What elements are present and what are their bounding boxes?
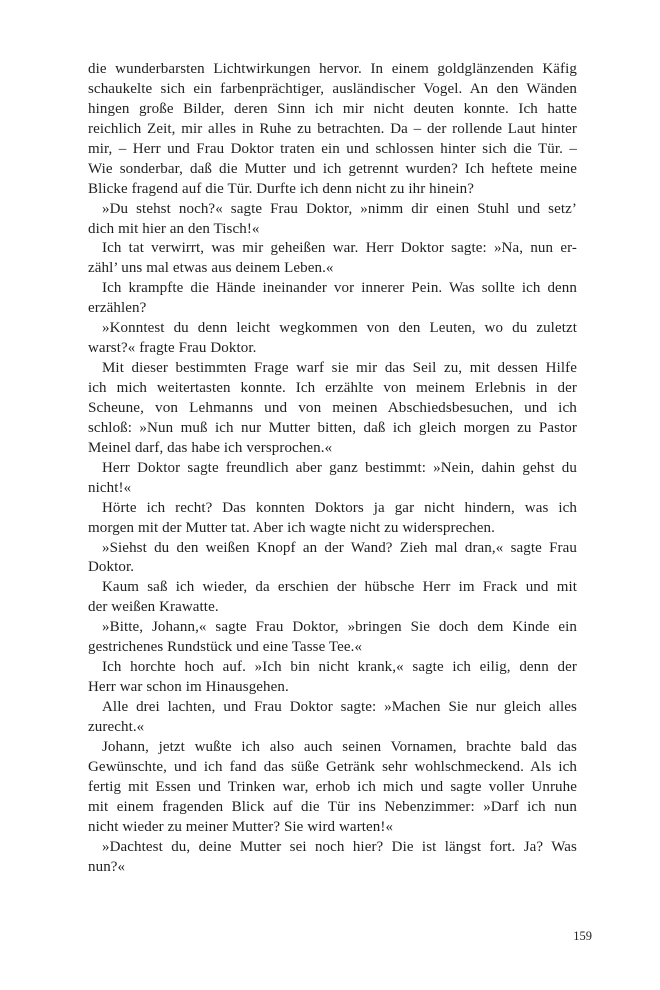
- paragraph: [88, 499, 577, 539]
- text-line: [88, 299, 577, 319]
- text-line: [88, 379, 577, 399]
- text-line-content: Ich krampfte die Hände ineinander vor innerer Pein. Was sollte ich denn: [102, 280, 577, 297]
- text-line-content: Ich horchte hoch auf. »Ich bin nicht krank,« sagte ich eilig, denn der: [102, 659, 577, 676]
- text-line: [88, 778, 577, 798]
- text-line: [88, 140, 577, 160]
- text-line-content: die wunderbarsten Lichtwirkungen hervor. In einem goldglänzenden Käfig: [88, 61, 577, 77]
- text-line-content: zurecht.«: [88, 718, 145, 735]
- text-line: [88, 60, 577, 80]
- text-line: [88, 100, 577, 120]
- text-line: [88, 638, 577, 658]
- paragraph: [88, 578, 577, 618]
- text-line-content: Blicke fragend auf die Tür. Durfte ich denn nicht zu ihr hinein?: [88, 180, 474, 197]
- text-line: [88, 459, 577, 479]
- text-line: [88, 319, 577, 339]
- text-line: [88, 539, 577, 559]
- paragraph: [88, 239, 577, 279]
- text-line: [88, 180, 577, 200]
- text-line: [88, 698, 577, 718]
- text-line-content: Herr war schon im Hinausgehen.: [88, 679, 289, 696]
- text-line: [88, 399, 577, 419]
- text-line: [88, 798, 577, 818]
- paragraph: [88, 738, 577, 838]
- text-line-content: »Dachtest du, deine Mutter sei noch hier? Die ist längst fort. Ja? Was: [102, 838, 577, 855]
- text-line: [88, 279, 577, 299]
- text-line: [88, 738, 577, 758]
- text-line-content: Johann, jetzt wußte ich also auch seinen Vornamen, brachte bald das: [102, 738, 577, 755]
- text-line: [88, 678, 577, 698]
- text-line: [88, 598, 577, 618]
- paragraph: [88, 60, 577, 200]
- paragraph: [88, 359, 577, 459]
- text-line-content: fertig mit Essen und Trinken war, erhob ich mich und sagte voller Unruhe: [88, 778, 577, 795]
- text-line: [88, 339, 577, 359]
- paragraph: [88, 200, 577, 240]
- text-line-content: Scheune, von Lehmanns und von meinen Abschiedsbesuchen, und ich: [88, 399, 577, 416]
- text-line-content: Alle drei lachten, und Frau Doktor sagte: »Machen Sie nur gleich alles: [102, 699, 577, 715]
- text-line-content: nicht!«: [88, 479, 132, 496]
- text-line-content: ich mich weitertasten konnte. Ich erzählte von meinem Erlebnis in der: [88, 380, 577, 396]
- text-line-content: Mit dieser bestimmten Frage warf sie mir das Seil zu, mit dessen Hilfe: [102, 360, 577, 377]
- text-line-content: schaukelte sich ein farbenprächtiger, ausländischer Vogel. An den Wänden: [88, 80, 577, 97]
- text-line: [88, 558, 577, 578]
- text-line: [88, 578, 577, 598]
- text-line-content: Gewünschte, und ich fand das süße Getränk sehr wohlschmeckend. Als ich: [88, 758, 577, 775]
- text-line: [88, 838, 577, 858]
- paragraph: [88, 459, 577, 499]
- text-line-content: warst?« fragte Frau Doktor.: [88, 340, 257, 357]
- text-line: [88, 220, 577, 240]
- paragraph: [88, 658, 577, 698]
- paragraph: [88, 539, 577, 579]
- paragraph: [88, 838, 577, 878]
- text-line: [88, 120, 577, 140]
- text-line: [88, 658, 577, 678]
- text-line: [88, 259, 577, 279]
- page-text: [88, 60, 577, 877]
- paragraph: [88, 279, 577, 319]
- text-line-content: Meinel darf, das habe ich versprochen.«: [88, 439, 333, 456]
- text-line-content: morgen mit der Mutter tat. Aber ich wagte nicht zu widersprechen.: [88, 519, 495, 536]
- text-line: [88, 479, 577, 499]
- text-line-content: Kaum saß ich wieder, da erschien der hübsche Herr im Frack und mit: [102, 579, 577, 596]
- paragraph: [88, 319, 577, 359]
- text-line-content: der weißen Krawatte.: [88, 599, 219, 616]
- text-line-content: mit einem fragenden Blick auf die Tür ins Nebenzimmer: »Darf ich nun: [88, 798, 577, 815]
- paragraph: [88, 698, 577, 738]
- text-line: [88, 718, 577, 738]
- paragraph: [88, 618, 577, 658]
- text-line: [88, 239, 577, 259]
- text-line-content: Doktor.: [88, 559, 135, 576]
- text-line: [88, 618, 577, 638]
- text-line-content: gestrichenes Rundstück und eine Tasse Tee.«: [88, 639, 363, 656]
- text-line: [88, 858, 577, 878]
- text-line-content: Ich tat verwirrt, was mir geheißen war. Herr Doktor sagte: »Na, nun er-: [102, 240, 577, 257]
- text-line: [88, 499, 577, 519]
- text-line-content: »Bitte, Johann,« sagte Frau Doktor, »bringen Sie doch dem Kinde ein: [102, 619, 577, 636]
- text-line-content: »Du stehst noch?« sagte Frau Doktor, »nimm dir einen Stuhl und setz’: [102, 200, 577, 217]
- text-line-content: Hörte ich recht? Das konnten Doktors ja gar nicht hindern, was ich: [102, 499, 577, 516]
- text-line-content: dich mit hier an den Tisch!«: [88, 220, 260, 237]
- text-line-content: reichlich Zeit, mir alles in Ruhe zu betrachten. Da – der rollende Laut hinter: [88, 120, 577, 137]
- text-line-content: »Siehst du den weißen Knopf an der Wand? Zieh mal dran,« sagte Frau: [102, 539, 577, 556]
- text-line-content: mir, – Herr und Frau Doktor traten ein und schlossen hinter sich die Tür. –: [88, 140, 577, 157]
- text-line: [88, 519, 577, 539]
- text-line-content: zähl’ uns mal etwas aus deinem Leben.«: [88, 260, 334, 277]
- page-number: 159: [573, 929, 592, 943]
- text-line-content: hingen große Bilder, deren Sinn ich mir nicht deuten konnte. Ich hatte: [88, 100, 577, 117]
- text-line: [88, 160, 577, 180]
- text-line-content: nicht wieder zu meiner Mutter? Sie wird warten!«: [88, 818, 394, 835]
- text-line-content: nun?«: [88, 858, 126, 875]
- text-line: [88, 359, 577, 379]
- text-line-content: erzählen?: [88, 300, 147, 317]
- text-line-content: schloß: »Nun muß ich nur Mutter bitten, daß ich gleich morgen zu Pastor: [88, 419, 577, 436]
- text-line: [88, 439, 577, 459]
- text-line: [88, 818, 577, 838]
- text-line: [88, 419, 577, 439]
- text-line-content: »Konntest du denn leicht wegkommen von den Leuten, wo du zuletzt: [102, 320, 577, 337]
- text-line-content: Herr Doktor sagte freundlich aber ganz bestimmt: »Nein, dahin gehst du: [102, 459, 577, 476]
- text-line: [88, 200, 577, 220]
- text-line: [88, 758, 577, 778]
- text-line: [88, 80, 577, 100]
- text-line-content: Wie sonderbar, daß die Mutter und ich getrennt wurden? Ich heftete meine: [88, 160, 577, 177]
